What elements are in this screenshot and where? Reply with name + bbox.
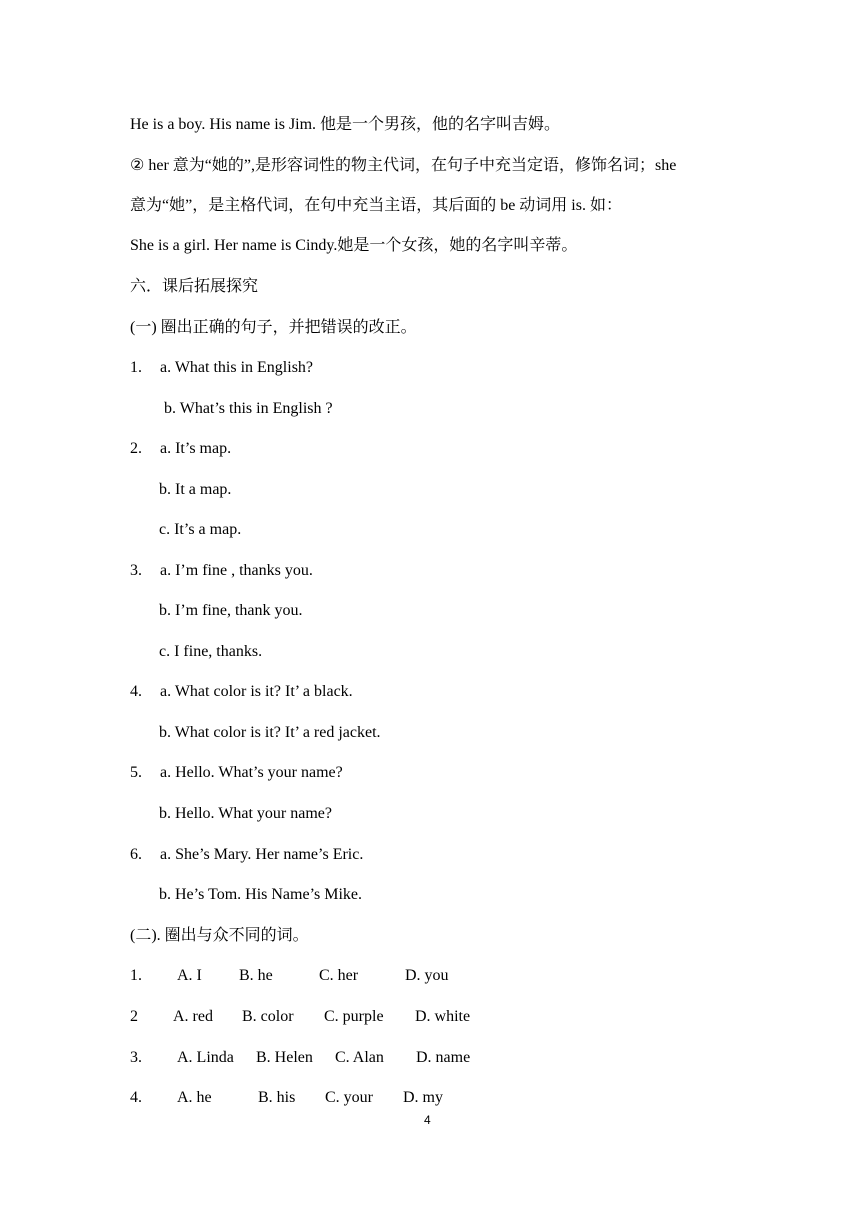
option-a: a. Hello. What’s your name? bbox=[160, 764, 343, 781]
option-a: a. She’s Mary. Her name’s Eric. bbox=[160, 846, 364, 863]
part1-title: (一) 圈出正确的句子，并把错误的改正。 bbox=[130, 319, 417, 336]
part1-question-4 bbox=[130, 682, 353, 702]
part2-question-4 bbox=[130, 1088, 142, 1108]
option-c: C. your bbox=[325, 1089, 373, 1106]
part2-title: (二). 圈出与众不同的词。 bbox=[130, 927, 309, 944]
paragraph-example-he: He is a boy. His name is Jim. 他是一个男孩，他的名字叫吉姆。 bbox=[130, 116, 561, 133]
option-c: C. Alan bbox=[335, 1049, 384, 1066]
question-number: 3. bbox=[130, 562, 142, 579]
option-a: A. red bbox=[173, 1008, 213, 1025]
option-c: c. It’s a map. bbox=[159, 521, 242, 538]
option-a: a. It’s map. bbox=[160, 440, 232, 457]
part2-question-3 bbox=[130, 1048, 142, 1068]
option-b: B. his bbox=[258, 1089, 296, 1106]
option-a: a. What this in English? bbox=[160, 359, 314, 376]
paragraph-she-explanation: 意为“她”，是主格代词，在句中充当主语，其后面的 be 动词用 is. 如： bbox=[130, 197, 622, 214]
option-b: b. He’s Tom. His Name’s Mike. bbox=[159, 886, 363, 903]
question-number: 2 bbox=[130, 1008, 138, 1025]
option-a: a. I’m fine , thanks you. bbox=[160, 562, 313, 579]
part1-question-6 bbox=[130, 845, 363, 865]
option-d: D. white bbox=[415, 1008, 471, 1025]
option-c: c. I fine, thanks. bbox=[159, 643, 263, 660]
part2-question-2 bbox=[130, 1007, 138, 1027]
option-c: C. her bbox=[319, 967, 359, 984]
page-number: 4 bbox=[424, 1113, 431, 1127]
option-a: a. What color is it? It’ a black. bbox=[160, 683, 353, 700]
part1-question-5 bbox=[130, 763, 343, 783]
paragraph-example-she: She is a girl. Her name is Cindy.她是一个女孩，她的名字叫辛蒂。 bbox=[130, 237, 578, 254]
option-b: B. color bbox=[242, 1008, 294, 1025]
question-number: 1. bbox=[130, 359, 142, 376]
section-title: 六．课后拓展探究 bbox=[130, 278, 259, 295]
part1-question-1 bbox=[130, 358, 313, 378]
option-b: B. he bbox=[239, 967, 273, 984]
option-b: b. What’s this in English ? bbox=[164, 400, 333, 417]
option-d: D. you bbox=[405, 967, 449, 984]
option-b: b. Hello. What your name? bbox=[159, 805, 332, 822]
question-number: 4. bbox=[130, 683, 142, 700]
question-number: 1. bbox=[130, 967, 142, 984]
option-b: b. What color is it? It’ a red jacket. bbox=[159, 724, 381, 741]
option-d: D. my bbox=[403, 1089, 443, 1106]
paragraph-her-explanation: ② her 意为“她的”,是形容词性的物主代词，在句子中充当定语，修饰名词；she bbox=[130, 157, 677, 174]
question-number: 2. bbox=[130, 440, 142, 457]
option-c: C. purple bbox=[324, 1008, 384, 1025]
option-d: D. name bbox=[416, 1049, 471, 1066]
part1-question-3 bbox=[130, 561, 313, 581]
question-number: 4. bbox=[130, 1089, 142, 1106]
option-b: b. I’m fine, thank you. bbox=[159, 602, 303, 619]
part2-question-1 bbox=[130, 966, 142, 986]
option-a: A. Linda bbox=[177, 1049, 234, 1066]
option-b: B. Helen bbox=[256, 1049, 313, 1066]
question-number: 3. bbox=[130, 1049, 142, 1066]
option-b: b. It a map. bbox=[159, 481, 232, 498]
option-a: A. I bbox=[177, 967, 202, 984]
part1-question-2 bbox=[130, 439, 231, 459]
option-a: A. he bbox=[177, 1089, 212, 1106]
question-number: 5. bbox=[130, 764, 142, 781]
question-number: 6. bbox=[130, 846, 142, 863]
